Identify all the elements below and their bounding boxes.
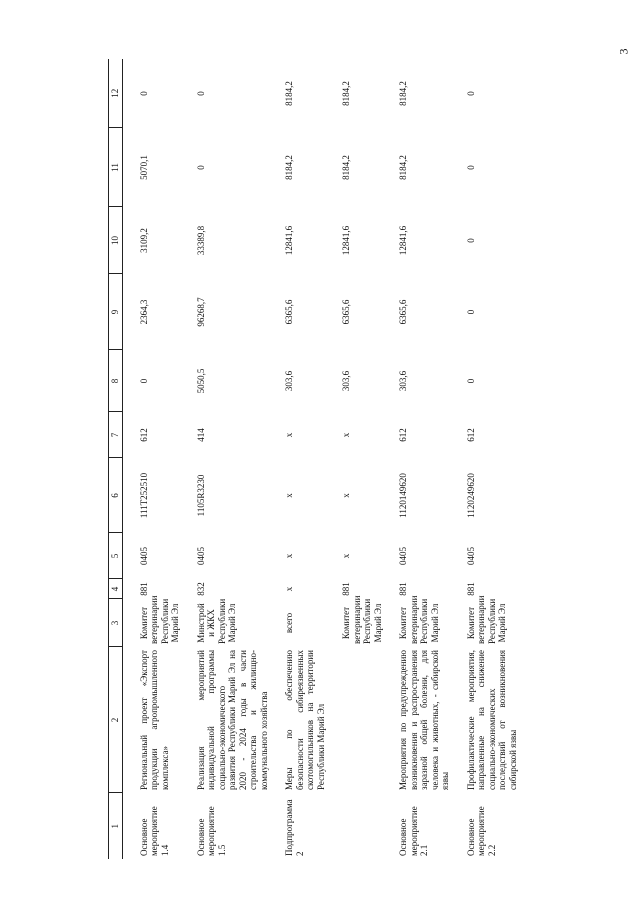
responsible-executor: Комитет ветеринарии Республики Марий Эл [465, 595, 507, 644]
responsible-executor: всего [284, 612, 294, 634]
cell-rzpr: x [284, 553, 294, 559]
cell-vr: x [284, 432, 294, 438]
responsible-executor: Комитет ветеринарии Республики Марий Эл [341, 595, 383, 644]
cell-amount: 0 [195, 91, 206, 96]
cell-amount: 2364,3 [138, 299, 149, 325]
col-header: 4 [109, 579, 123, 599]
table-row [182, 59, 271, 859]
page-number: 3 [616, 48, 631, 55]
cell-rzpr: 0405 [465, 547, 476, 565]
col-header: 1 [109, 793, 123, 859]
col-header: 9 [109, 274, 123, 350]
row-title: Основное мероприятие 2.1 [398, 806, 429, 856]
cell-amount: 12841,6 [284, 225, 294, 256]
cell-amount: 6365,6 [341, 299, 351, 325]
cell-grbs: 881 [341, 582, 351, 596]
cell-amount: 8184,2 [341, 155, 351, 180]
cell-rzpr: 0405 [398, 547, 408, 565]
cell-vr: x [341, 432, 351, 438]
cell-amount: 8184,2 [398, 155, 408, 180]
cell-vr: 414 [195, 428, 206, 442]
cell-amount: 0 [465, 91, 476, 96]
row-description: Мероприятия по предупреждению возникновения и распространения заразной общей болезни, для человека и животных, - сибирской язвы [398, 650, 450, 790]
cell-grbs: x [284, 586, 294, 592]
cell-rzpr: 0405 [195, 547, 206, 565]
cell-vr: 612 [398, 428, 408, 442]
cell-amount: 303,6 [341, 370, 351, 392]
cell-amount: 0 [138, 91, 149, 96]
cell-csr: 111T252510 [138, 472, 149, 519]
table-row [327, 59, 384, 859]
cell-amount: 6365,6 [284, 299, 294, 325]
cell-amount: 33389,8 [195, 225, 206, 256]
col-header: 10 [109, 207, 123, 274]
rotated-table-region [108, 59, 522, 859]
table-row [452, 59, 520, 859]
cell-amount: 0 [465, 309, 476, 315]
row-description [327, 647, 384, 793]
responsible-executor: Минстрой и ЖКХ Республики Марий Эл [195, 598, 237, 644]
cell-rzpr: 0405 [138, 547, 149, 565]
row-description: Региональный проект «Экспорт продукции агропромышленного комплекса» [138, 650, 170, 790]
cell-csr: 1120249620 [465, 473, 476, 518]
cell-amount: 5050,5 [195, 368, 206, 394]
cell-amount: 3109,2 [138, 228, 149, 253]
row-title: Основное мероприятие 1.4 [138, 806, 170, 856]
cell-csr: x [284, 493, 294, 498]
cell-amount: 6365,6 [398, 299, 408, 325]
col-header: 5 [109, 533, 123, 579]
col-header: 3 [109, 599, 123, 647]
cell-amount: 5070,1 [138, 155, 149, 180]
cell-csr: 1120149620 [398, 473, 408, 518]
row-title [327, 793, 384, 859]
cell-vr: 612 [138, 428, 149, 442]
cell-amount: 0 [465, 378, 476, 384]
cell-csr: x [341, 493, 351, 498]
col-header: 7 [109, 412, 123, 458]
budget-table [108, 59, 519, 859]
row-description: Реализация мероприятий индивидуальной программы социально-экономического развития Республики Марий Эл на 2020 - 2024 годы в части строительства и жилищно-коммунального хозяйства [195, 650, 269, 790]
cell-amount: 0 [138, 378, 149, 384]
cell-amount: 0 [465, 238, 476, 243]
cell-vr: 612 [465, 428, 476, 442]
cell-grbs: 881 [398, 582, 408, 596]
cell-amount: 8184,2 [284, 155, 294, 180]
cell-csr: 1105R3230 [195, 474, 206, 517]
responsible-executor: Комитет ветеринарии Республики Марий Эл [138, 595, 180, 644]
col-header: 12 [109, 59, 123, 128]
row-description: Меры по обеспечению безопасности сибиреязвенных скотомогильников на территории Республики Марий Эл [284, 650, 326, 790]
table-row [122, 59, 182, 859]
cell-amount: 96268,7 [195, 297, 206, 327]
col-header: 8 [109, 350, 123, 412]
row-title: Основное мероприятие 2.2 [465, 806, 497, 856]
cell-amount: 303,6 [284, 370, 294, 392]
row-description: Профилактические мероприятия, направленные на снижение социально-экономических последствий от возникновения сибирской язвы [465, 650, 518, 790]
col-header: 6 [109, 458, 123, 533]
col-header: 2 [109, 647, 123, 793]
responsible-executor: Комитет ветеринарии Республики Марий Эл [398, 595, 440, 644]
cell-amount: 12841,6 [341, 225, 351, 256]
cell-amount: 8184,2 [341, 81, 351, 106]
table-row [384, 59, 452, 859]
col-header: 11 [109, 128, 123, 207]
header-row [109, 59, 123, 859]
cell-grbs: 832 [195, 582, 206, 596]
cell-grbs: 881 [465, 582, 476, 596]
cell-grbs: 881 [138, 582, 149, 596]
row-title: Подпрограмма 2 [284, 799, 305, 856]
table-row [270, 59, 327, 859]
cell-amount: 8184,2 [398, 81, 408, 106]
cell-amount: 0 [195, 165, 206, 170]
cell-amount: 303,6 [398, 370, 408, 392]
cell-rzpr: x [341, 553, 351, 559]
cell-amount: 12841,6 [398, 225, 408, 256]
cell-amount: 0 [465, 165, 476, 170]
row-title: Основное мероприятие 1.5 [195, 806, 227, 856]
cell-amount: 8184,2 [284, 81, 294, 106]
